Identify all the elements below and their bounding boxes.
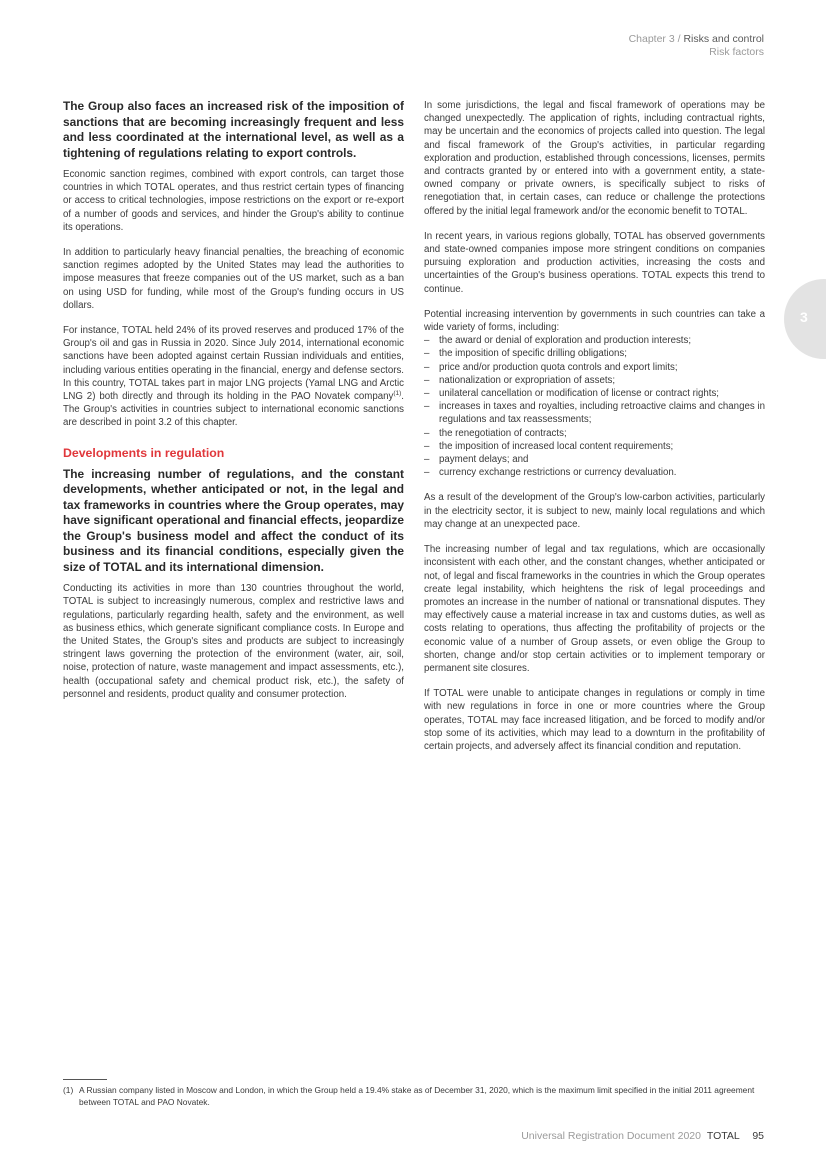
left-column xyxy=(63,99,404,713)
paragraph-sanction-regimes: Economic sanction regimes, combined with export controls, can target those countries in which TOTAL operates, and thus restrict certain types of financing or access to critical technologies, impose restrictions on the export or re-export of a number of goods and services, and hinder the Group's ability to continue its operations. xyxy=(63,169,404,233)
list-item: – increases in taxes and royalties, including retroactive claims and changes in regulations and tax reassessments; xyxy=(424,400,765,426)
footnote-divider xyxy=(63,1079,107,1080)
paragraph-compliance: Conducting its activities in more than 130 countries throughout the world, TOTAL is subject to increasingly numerous, complex and restrictive laws and regulations, particularly regarding health, safety and the environment, as well as business ethics, which generate significant compliance costs. In Europe and the United States, the Group's sites and products are subject to increasingly stringent laws governing the protection of the environment (water, air, soil, noise, protection of nature, waste management and impact assessments, etc.), health (occupational safety and chemical product risk, etc.), the safety of personnel and residents, product quality and consumer protection. xyxy=(63,583,404,700)
header-chapter-line xyxy=(629,33,764,46)
right-column xyxy=(424,99,765,765)
chapter-tab-number: 3 xyxy=(800,309,808,325)
list-item: – nationalization or expropriation of assets; xyxy=(424,374,765,387)
footnote xyxy=(63,1085,765,1108)
paragraph-russia-text-b: . The Group's activities in countries subject to international economic sanctions are described in point 3.2 of this chapter. xyxy=(63,391,404,429)
list-item: – the renegotiation of contracts; xyxy=(424,427,765,440)
footnote-mark: (1) xyxy=(63,1085,74,1095)
intervention-list xyxy=(424,334,765,479)
list-item: – the imposition of increased local content requirements; xyxy=(424,440,765,453)
paragraph-litigation: If TOTAL were unable to anticipate changes in regulations or comply in time with new regulations in force in one or more countries where the Group operates, TOTAL may face increased litigation, and be forced to modify and/or stop some of its activities, which may lead to a downturn in the profitability of certain projects, and adversely affect its financial condition and reputation. xyxy=(424,688,765,752)
footnote-text: A Russian company listed in Moscow and London, in which the Group held a 19.4% stake as of December 31, 2020, which is the maximum limit specified in the initial 2011 agreement between TOTAL and PAO Novatek. xyxy=(79,1085,755,1107)
paragraph-intervention: Potential increasing intervention by governments in such countries can take a wide variety of forms, including: xyxy=(424,308,765,334)
lead-regulations: The increasing number of regulations, and the constant developments, whether anticipated or not, in the legal and tax frameworks in countries where the Group operates, may have significant operational and financial effects, jeopardize the Group's business model and affect the conduct of its business and its financial conditions, especially given the size of TOTAL and its international dimension. xyxy=(63,466,404,574)
header-section: Risk factors xyxy=(709,46,764,58)
list-item: – payment delays; and xyxy=(424,453,765,466)
page-number: 95 xyxy=(752,1130,764,1142)
paragraph-financial-penalties: In addition to particularly heavy financial penalties, the breaching of economic sanction regimes adopted by the United States may lead the authorities to impose measures that freeze companies out of the US market, such as a ban on using USD for funding, while most of the Group's funding occurs in US dollars. xyxy=(63,247,404,311)
running-header xyxy=(629,33,764,59)
paragraph-jurisdictions: In some jurisdictions, the legal and fiscal framework of operations may be changed unexpectedly. The application of rights, including contractual rights, may be uncertain and the economics of projects called into question. The legal and fiscal framework of the Group's activities, in particular regarding exploration and production, established through concessions, licenses, permits and contracts granted by or entered into with a government entity, a state-owned company or private owners, is specifically subject to risks of renegotiation that, in certain cases, can reduce or challenge the protections offered by the initial legal framework and/or the economic benefit to TOTAL. xyxy=(424,100,765,217)
lead-sanctions: The Group also faces an increased risk of the imposition of sanctions that are becoming increasingly frequent and less and less coordinated at the international level, as well as a tightening of regulations relating to export controls. xyxy=(63,99,404,160)
header-separator: / xyxy=(674,33,684,45)
paragraph-recent-years: In recent years, in various regions globally, TOTAL has observed governments and state-owned companies impose more stringent conditions on companies pursuing exploration and production activities, increasing the costs and uncertainties of the Group's business operations. TOTAL expects this trend to continue. xyxy=(424,230,765,295)
section-title: Developments in regulation xyxy=(63,445,225,460)
header-chapter: Chapter 3 xyxy=(628,33,675,45)
paragraph-russia-text-a: For instance, TOTAL held 24% of its proved reserves and produced 17% of the Group's oil and gas in Russia in 2020. Since July 2014, international economic sanctions have been adopted against certain Russian individuals and entities, including various entities operating in the financial, energy and defense sectors. In this country, TOTAL takes part in major LNG projects (Yamal LNG and Arctic LNG 2) both directly and through its holding in the PAO Novatek company xyxy=(63,325,404,403)
paragraph-legal-instability: The increasing number of legal and tax regulations, which are occasionally inconsistent with each other, and the constant changes, whether anticipated or not, of legal and fiscal frameworks in the countries in which the Group operates create legal instability, which heightens the risk of legal proceedings and promotes an increase in the number of national or transnational disputes. They may effectively cause a material increase in tax and customs duties, as well as costs relating to operations, thus affecting the profitability of projects or the economic value of a number of Group assets, or even oblige the Group to shorten, change and/or stop certain activities or to implement temporary or permanent site closures. xyxy=(424,544,765,674)
list-item: – the award or denial of exploration and production interests; xyxy=(424,334,765,347)
chapter-tab xyxy=(784,279,826,359)
header-chapter-title: Risks and control xyxy=(683,33,764,45)
footer-document-title: Universal Registration Document 2020 xyxy=(521,1130,701,1142)
page-footer xyxy=(521,1130,764,1142)
list-item: – price and/or production quota controls and export limits; xyxy=(424,361,765,374)
footer-brand: TOTAL xyxy=(706,1130,740,1142)
paragraph-russia xyxy=(63,324,404,430)
list-item: – the imposition of specific drilling obligations; xyxy=(424,347,765,360)
list-item: – unilateral cancellation or modification of license or contract rights; xyxy=(424,387,765,400)
footnote-reference[interactable]: (1) xyxy=(393,389,402,397)
list-item: – currency exchange restrictions or currency devaluation. xyxy=(424,466,765,479)
paragraph-low-carbon: As a result of the development of the Group's low-carbon activities, particularly in the electricity sector, it is subject to new, mainly local regulations and which may change at an unexpected pace. xyxy=(424,492,765,530)
